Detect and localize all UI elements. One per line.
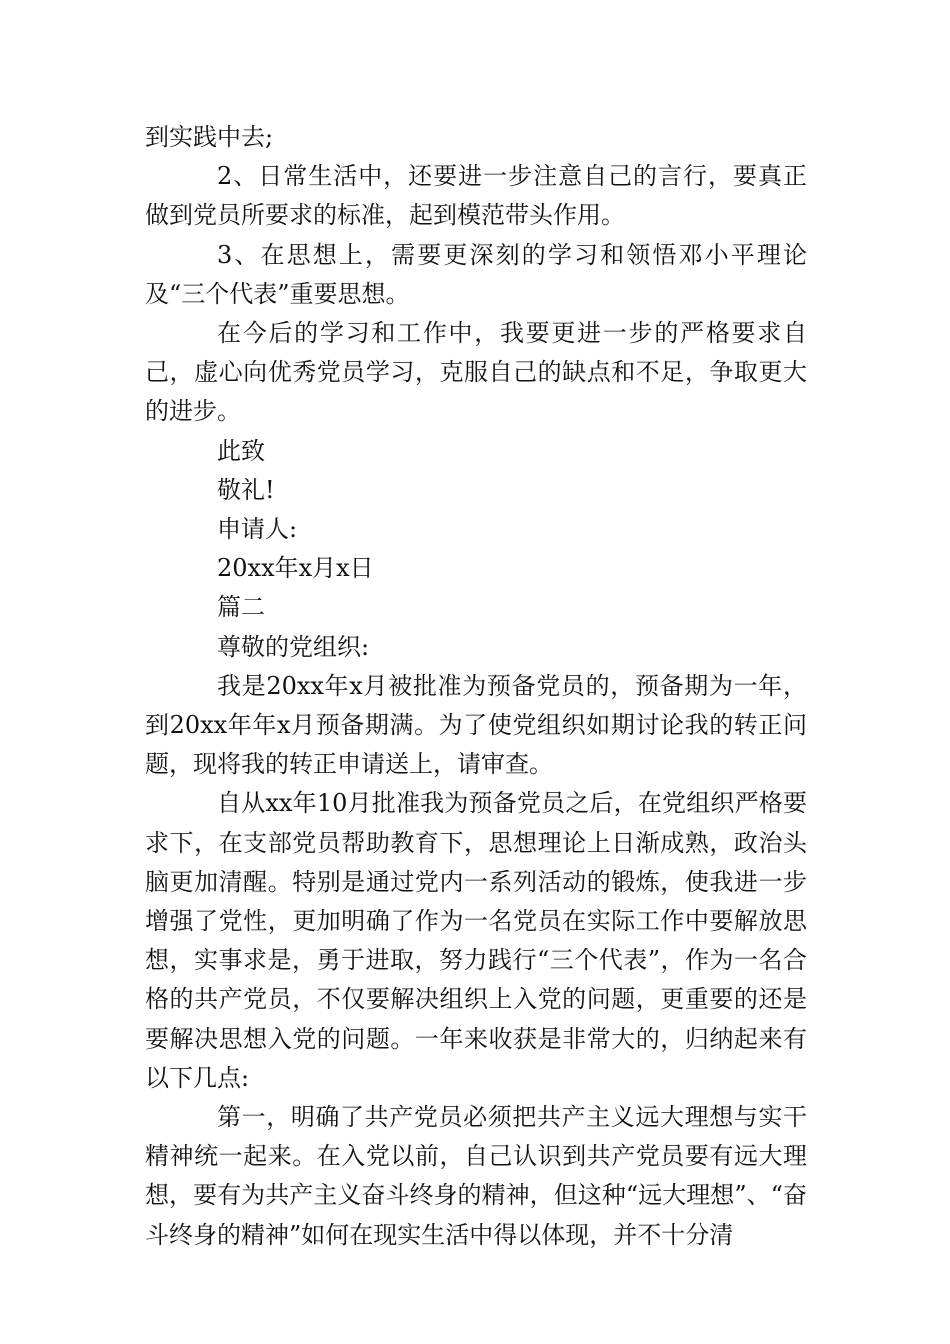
greeting: 尊敬的党组织:	[217, 632, 370, 661]
closing-regards: 敬礼!	[217, 475, 275, 504]
document-body	[145, 118, 807, 1255]
applicant-label: 申请人:	[217, 515, 298, 544]
paragraph: 第一，明确了共产党员必须把共产主义远大理想与实干精神统一起来。在入党以前，自己认识到共产党员要有远大理想，要有为共产主义奋斗终身的精神，但这种“远大理想”、“奋斗终身的精神”如何在现实生活中得以体现，并不十分清	[145, 1103, 807, 1249]
closing-salutation: 此致	[217, 436, 265, 465]
paragraph: 到实践中去;	[145, 123, 274, 151]
paragraph: 2、日常生活中，还要进一步注意自己的言行，要真正做到党员所要求的标准，起到模范带头作用。	[145, 162, 807, 230]
date-line: 20xx年x月x日	[217, 554, 374, 583]
paragraph: 我是20xx年x月被批准为预备党员的，预备期为一年，到20xx年年x月预备期满。为了使党组织如期讨论我的转正问题，现将我的转正申请送上，请审查。	[145, 671, 807, 779]
paragraph: 自从xx年10月批准我为预备党员之后，在党组织严格要求下，在支部党员帮助教育下，思想理论上日渐成熟，政治头脑更加清醒。特别是通过党内一系列活动的锻炼，使我进一步增强了党性，更加明确了作为一名党员在实际工作中要解放思想，实事求是，勇于进取，努力践行“三个代表”，作为一名合格的共产党员，不仅要解决组织上入党的问题，更重要的还是要解决思想入党的问题。一年来收获是非常大的，归纳起来有以下几点:	[145, 789, 807, 1092]
paragraph: 3、在思想上，需要更深刻的学习和领悟邓小平理论及“三个代表”重要思想。	[145, 240, 807, 308]
section-title: 篇二	[217, 593, 265, 622]
paragraph: 在今后的学习和工作中，我要更进一步的严格要求自己，虚心向优秀党员学习，克服自己的缺点和不足，争取更大的进步。	[145, 319, 807, 426]
